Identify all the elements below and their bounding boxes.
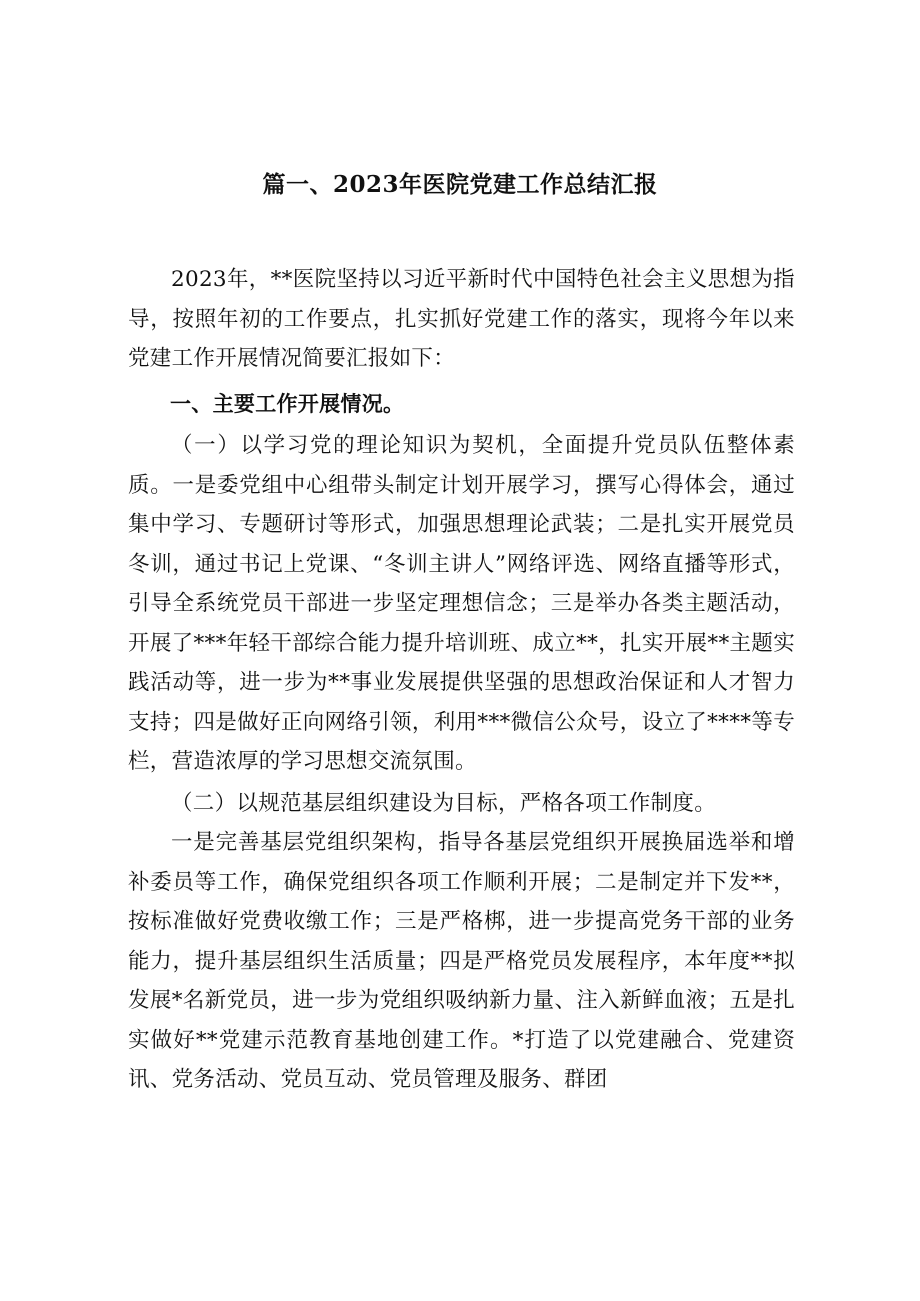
document-body [128, 260, 795, 1100]
subsection-2-paragraph: 一是完善基层党组织架构，指导各基层党组织开展换届选举和增补委员等工作，确保党组织各项工作顺利开展；二是制定并下发**，按标准做好党费收缴工作；三是严格梆，进一步提高党务干部的业务能力，提升基层组织生活质量；四是严格党员发展程序，本年度**拟发展*名新党员，进一步为党组织吸纳新力量、注入新鲜血液；五是扎实做好**党建示范教育基地创建工作。*打造了以党建融合、党建资讯、党务活动、党员互动、党员管理及服务、群团 [128, 830, 795, 1092]
intro-paragraph: 2023年，**医院坚持以习近平新时代中国特色社会主义思想为指导，按照年初的工作要点，扎实抓好党建工作的落实，现将今年以来党建工作开展情况简要汇报如下： [128, 267, 795, 371]
subsection-2-heading: （二）以规范基层组织建设为目标，严格各项工作制度。 [171, 790, 717, 816]
document-title: 篇一、2023年医院党建工作总结汇报 [262, 171, 658, 198]
subsection-1-paragraph: （一）以学习党的理论知识为契机，全面提升党员队伍整体素质。一是委党组中心组带头制定计划开展学习，撰写心得体会，通过集中学习、专题研讨等形式，加强思想理论武装；二是扎实开展党员冬训，通过书记上党课、“冬训主讲人”网络评选、网络直播等形式，引导全系统党员干部进一步坚定理想信念；三是举办各类主题活动，开展了***年轻干部综合能力提升培训班、成立**，扎实开展**主题实践活动等，进一步为**事业发展提供坚强的思想政治保证和人才智力支持；四是做好正向网络引领，利用***微信公众号，设立了****等专栏，营造浓厚的学习思想交流氛围。 [128, 433, 795, 774]
section-heading: 一、主要工作开展情况。 [170, 391, 405, 416]
